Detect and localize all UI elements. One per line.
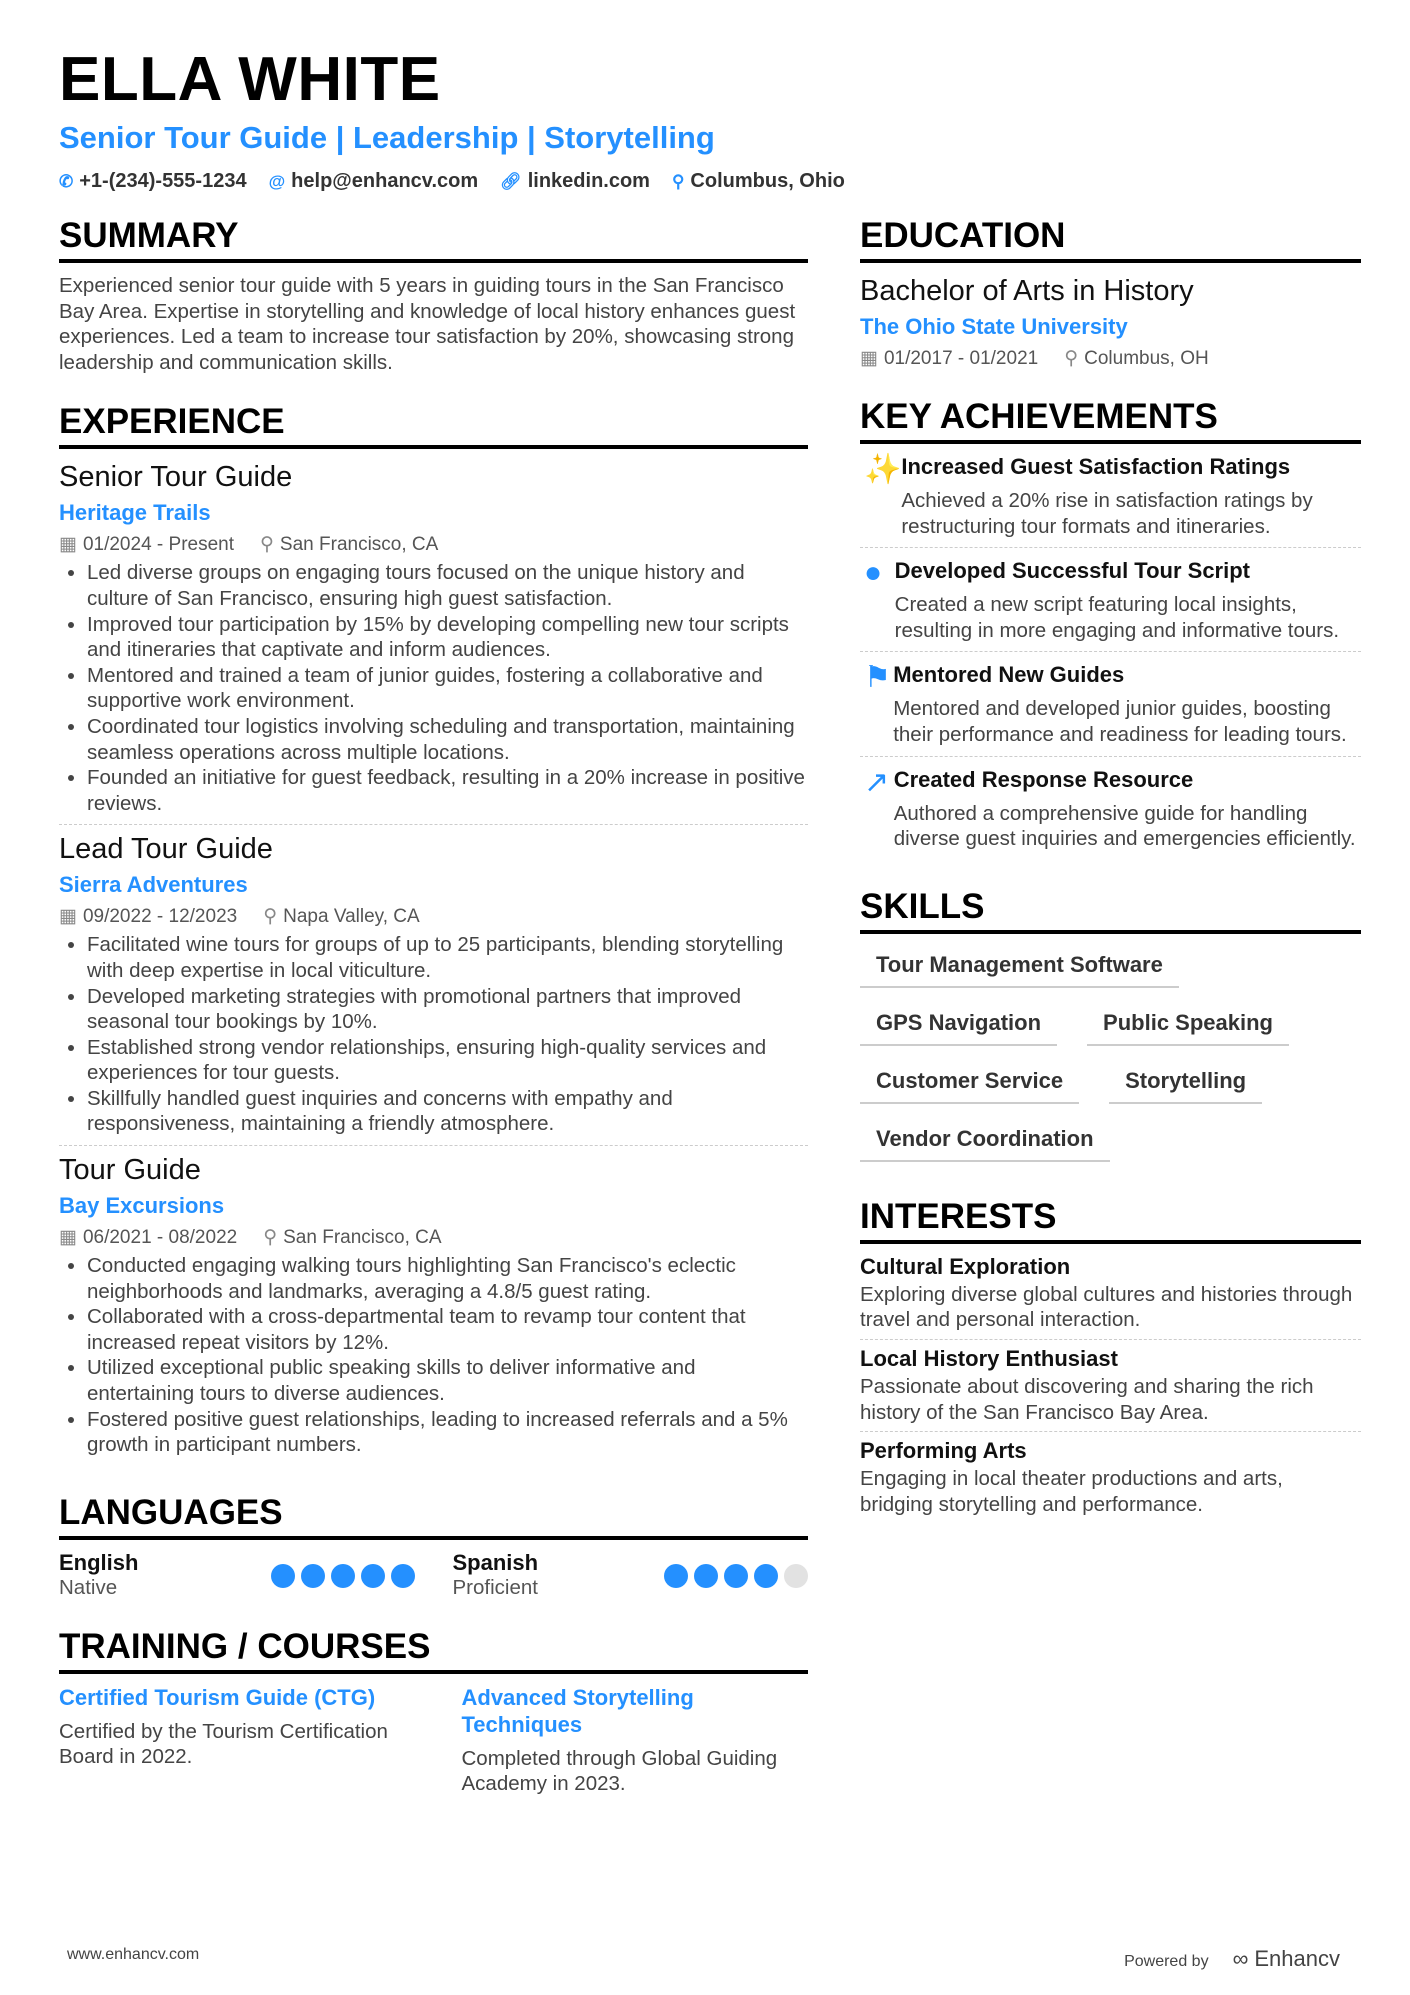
course-item: [59, 1684, 406, 1797]
training-section: [59, 1626, 808, 1797]
location: Columbus, Ohio: [690, 170, 845, 192]
skill-tag: Tour Management Software: [860, 944, 1179, 988]
job-bullet: • Conducted engaging walking tours highlighting San Francisco's eclectic neighborhoods and landmarks, averaging a 4.8/5 guest rating.: [87, 1253, 808, 1304]
summary-text: Experienced senior tour guide with 5 years in guiding tours in the San Francisco Bay Area. Expertise in storytelling and knowledge of local history enhances guest experiences. Led a team to increase tour satisfaction by 20%, showcasing strong leadership and communication skills.: [59, 274, 796, 374]
rating-dot: [664, 1564, 688, 1588]
course-title: Advanced Storytelling Techniques: [461, 1684, 694, 1737]
location-icon: ⚲: [1064, 348, 1079, 369]
phone: +1-(234)-555-1234: [79, 170, 247, 192]
skill-tag: GPS Navigation: [860, 1002, 1057, 1046]
job-bullet: • Led diverse groups on engaging tours focused on the unique history and culture of San Francisco, ensuring high guest satisfaction.: [87, 560, 808, 611]
rating-dot: [361, 1564, 385, 1588]
course-desc: Completed through Global Guiding Academy in 2023.: [461, 1746, 778, 1796]
interest-item: [860, 1248, 1361, 1340]
job-bullet: • Collaborated with a cross-departmental team to revamp tour content that increased repeat visitors by 12%.: [87, 1304, 808, 1355]
enhancv-logo[interactable]: ∞ Enhancv: [1232, 1946, 1340, 1971]
achievement-item: [860, 444, 1361, 548]
job-location: Napa Valley, CA: [283, 906, 420, 928]
link-icon: 🔗︎: [500, 172, 522, 191]
footer: [67, 1946, 1340, 1972]
job-role: Tour Guide: [59, 1154, 201, 1187]
skill-tag: Public Speaking: [1087, 1002, 1289, 1046]
achievement-item: [860, 652, 1361, 756]
job-location: San Francisco, CA: [279, 534, 439, 556]
skills-section: [860, 886, 1361, 1162]
interests-section: [860, 1196, 1361, 1524]
language-level: Native: [59, 1575, 118, 1599]
section-heading: LANGUAGES: [59, 1492, 808, 1540]
language-level: Proficient: [452, 1575, 538, 1599]
section-heading: SUMMARY: [59, 215, 808, 263]
skill-tag: Customer Service: [860, 1060, 1079, 1104]
section-heading: KEY ACHIEVEMENTS: [860, 396, 1361, 444]
calendar-icon: ▦: [59, 534, 77, 556]
experience-section: [59, 401, 808, 1465]
rating-dot: [271, 1564, 295, 1588]
interest-title: Cultural Exploration: [860, 1253, 1071, 1279]
skill-tag: Vendor Coordination: [860, 1118, 1110, 1162]
rating-dot: [391, 1564, 415, 1588]
phone-icon: ✆: [59, 172, 74, 191]
rating-dot: [331, 1564, 355, 1588]
job-bullet: • Established strong vendor relationships, ensuring high-quality services and experiences for tour guests.: [87, 1035, 808, 1086]
job-entry: [59, 831, 808, 1146]
job-bullet: • Utilized exceptional public speaking skills to deliver informative and entertaining tours to diverse audiences.: [87, 1355, 808, 1406]
section-heading: EXPERIENCE: [59, 401, 808, 449]
powered-by: Powered by: [1124, 1953, 1209, 1970]
rating-dot: [694, 1564, 718, 1588]
head-icon: ●: [864, 556, 883, 590]
location-icon: ⚲: [260, 534, 274, 556]
job-role: Senior Tour Guide: [59, 461, 293, 494]
job-bullet: • Coordinated tour logistics involving scheduling and transportation, maintaining seamless operations across multiple locations.: [87, 714, 808, 765]
calendar-icon: ▦: [59, 906, 77, 928]
job-dates: 09/2022 - 12/2023: [82, 906, 238, 928]
contact-info: [59, 170, 845, 193]
achievement-title: Increased Guest Satisfaction Ratings: [901, 454, 1291, 479]
interest-title: Performing Arts: [860, 1438, 1027, 1464]
job-bullet: • Fostered positive guest relationships, leading to increased referrals and a 5% growth in participant numbers.: [87, 1407, 808, 1458]
magic-wand-icon: ✨: [864, 453, 902, 486]
job-entry: [59, 1152, 808, 1466]
interest-title: Local History Enthusiast: [860, 1345, 1118, 1371]
flag-icon: ⚑: [864, 661, 891, 695]
language-name: English: [59, 1549, 139, 1575]
achievement-desc: Achieved a 20% rise in satisfaction ratings by restructuring tour formats and itineraries.: [901, 489, 1313, 538]
location-icon: ⚲: [263, 906, 278, 928]
at-icon: @: [268, 172, 286, 191]
location-icon: ⚲: [263, 1227, 278, 1249]
calendar-icon: ▦: [860, 348, 878, 369]
route-icon: ↗: [864, 765, 890, 799]
achievement-title: Mentored New Guides: [893, 662, 1125, 688]
language-name: Spanish: [452, 1549, 539, 1575]
rating-dot: [301, 1564, 325, 1588]
right-column: [860, 215, 1361, 1549]
email[interactable]: help@enhancv.com: [291, 170, 479, 192]
job-location: San Francisco, CA: [283, 1227, 442, 1249]
achievement-desc: Mentored and developed junior guides, boosting their performance and readiness for leading tours.: [893, 697, 1347, 746]
course-title: Certified Tourism Guide (CTG): [59, 1684, 376, 1710]
job-company: Bay Excursions: [59, 1193, 225, 1219]
language-item: [453, 1550, 809, 1600]
language-rating: [271, 1564, 415, 1600]
summary-section: [59, 215, 808, 375]
job-bullet: • Founded an initiative for guest feedback, resulting in a 20% increase in positive reviews.: [87, 765, 808, 816]
job-company: Sierra Adventures: [59, 872, 248, 898]
linkedin-link[interactable]: linkedin.com: [527, 170, 650, 192]
achievement-title: Created Response Resource: [893, 766, 1194, 792]
infinity-icon: ∞: [1232, 1946, 1255, 1971]
course-desc: Certified by the Tourism Certification Board in 2022.: [59, 1719, 388, 1769]
location-icon: ⚲: [671, 172, 685, 191]
edu-dates: 01/2017 - 01/2021: [883, 348, 1039, 369]
language-rating: [664, 1564, 808, 1600]
job-bullet: • Improved tour participation by 15% by developing compelling new tour scripts and itineraries that captivate and inform audiences.: [87, 612, 808, 663]
education-section: [860, 215, 1361, 370]
interest-item: [860, 1340, 1361, 1432]
edu-location: Columbus, OH: [1084, 348, 1209, 369]
interest-item: [860, 1432, 1361, 1523]
section-heading: INTERESTS: [860, 1196, 1361, 1244]
candidate-title: Senior Tour Guide | Leadership | Storytelling: [59, 120, 715, 155]
interest-desc: Exploring diverse global cultures and histories through travel and personal interaction.: [860, 1282, 1353, 1332]
job-dates: 01/2024 - Present: [82, 534, 234, 556]
school: The Ohio State University: [860, 314, 1128, 339]
job-bullet: • Mentored and trained a team of junior guides, fostering a collaborative and supportive work environment.: [87, 663, 808, 714]
interest-desc: Passionate about discovering and sharing the rich history of the San Francisco Bay Area.: [860, 1374, 1314, 1424]
degree: Bachelor of Arts in History: [860, 275, 1194, 307]
rating-dot: [724, 1564, 748, 1588]
job-company: Heritage Trails: [59, 500, 211, 526]
interest-desc: Engaging in local theater productions and arts, bridging storytelling and performance.: [860, 1467, 1283, 1516]
calendar-icon: ▦: [59, 1227, 77, 1249]
section-heading: SKILLS: [860, 886, 1361, 934]
job-entry: [59, 459, 808, 825]
achievement-title: Developed Successful Tour Script: [894, 558, 1250, 584]
course-item: [462, 1684, 809, 1797]
candidate-name: ELLA WHITE: [59, 45, 441, 114]
resume-header: [59, 44, 845, 193]
rating-dot: [754, 1564, 778, 1588]
job-bullet: • Developed marketing strategies with promotional partners that improved seasonal tour bookings by 10%.: [87, 984, 808, 1035]
skill-tag: Storytelling: [1109, 1060, 1262, 1104]
left-column: [59, 215, 808, 1823]
section-heading: TRAINING / COURSES: [59, 1626, 808, 1674]
job-role: Lead Tour Guide: [59, 833, 273, 866]
language-item: [59, 1550, 415, 1600]
achievements-section: [860, 396, 1361, 860]
achievement-desc: Authored a comprehensive guide for handling diverse guest inquiries and emergencies efficiently.: [893, 801, 1356, 851]
job-bullet: • Facilitated wine tours for groups of up to 25 participants, blending storytelling with deep expertise in local viticulture.: [87, 932, 808, 983]
rating-dot: [784, 1564, 808, 1588]
job-dates: 06/2021 - 08/2022: [82, 1227, 238, 1249]
website-link[interactable]: www.enhancv.com: [67, 1946, 200, 1963]
achievement-desc: Created a new script featuring local insights, resulting in more engaging and informative tours.: [894, 593, 1340, 642]
achievement-item: [860, 757, 1361, 860]
section-heading: EDUCATION: [860, 215, 1361, 263]
job-bullet: • Skillfully handled guest inquiries and concerns with empathy and responsiveness, maintaining a friendly atmosphere.: [87, 1086, 808, 1137]
achievement-item: [860, 548, 1361, 652]
languages-section: [59, 1492, 808, 1600]
